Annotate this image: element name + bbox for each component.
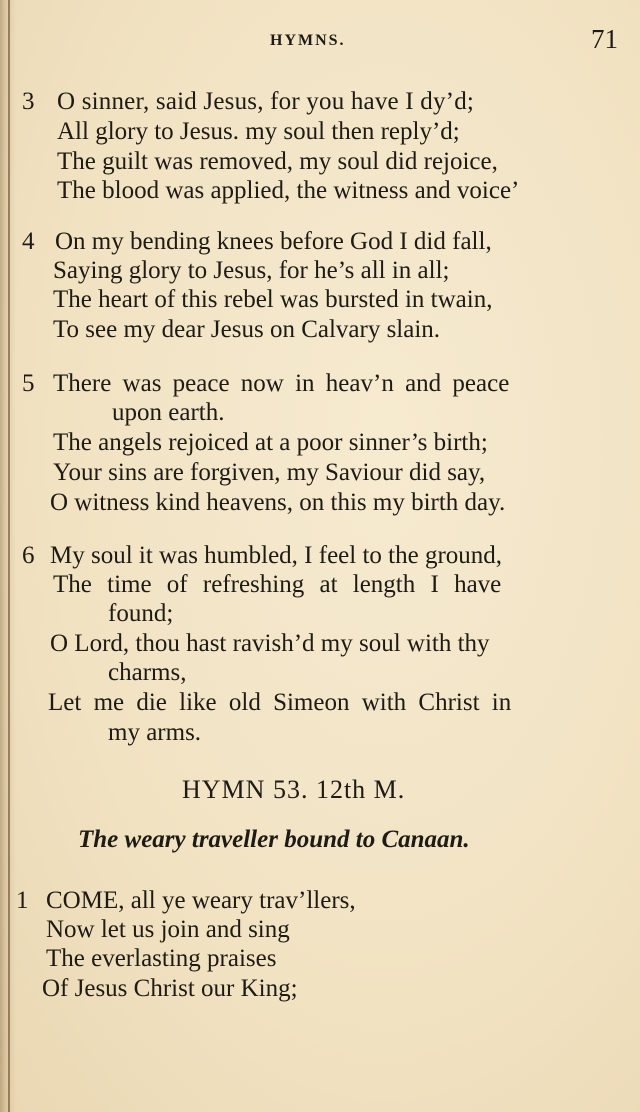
hymn-subtitle: The weary traveller bound to Canaan. <box>78 826 470 853</box>
verse-line: The everlasting praises <box>46 945 277 972</box>
verse-line: my arms. <box>108 719 202 746</box>
verse-line: O Lord, thou hast ravish’d my soul with thy <box>50 630 490 657</box>
verse-line: To see my dear Jesus on Calvary slain. <box>53 316 441 343</box>
verse-line: Now let us join and sing <box>46 916 290 943</box>
verse-line: On my bending knees before God I did fall, <box>55 228 492 255</box>
running-head: HYMNS. <box>270 32 346 49</box>
page-number: 71 <box>591 24 618 54</box>
verse-line: There was peace now in heav’n and peace <box>53 370 510 397</box>
stanza-number: 6 <box>22 542 35 569</box>
verse-line: found; <box>108 600 174 627</box>
verse-line: My soul it was humbled, I feel to the ground, <box>50 542 503 569</box>
verse-line: Of Jesus Christ our King; <box>42 975 298 1002</box>
verse-line: charms, <box>108 659 187 686</box>
verse-line: The time of refreshing at length I have <box>53 571 502 598</box>
verse-line: All glory to Jesus. my soul then reply’d; <box>57 118 460 145</box>
page-gutter <box>8 0 10 1112</box>
stanza-number: 5 <box>22 370 35 397</box>
stanza-number: 1 <box>16 887 29 914</box>
verse-line: COME, all ye weary trav’llers, <box>46 887 356 914</box>
stanza-number: 3 <box>22 88 35 115</box>
verse-line: upon earth. <box>112 399 225 426</box>
hymn-title: HYMN 53. 12th M. <box>182 775 406 804</box>
verse-line: The angels rejoiced at a poor sinner’s birth; <box>53 429 488 456</box>
verse-line: Saying glory to Jesus, for he’s all in all; <box>53 257 450 284</box>
verse-line: The heart of this rebel was bursted in twain, <box>53 286 493 313</box>
stanza-number: 4 <box>22 228 35 255</box>
verse-line: Let me die like old Simeon with Christ in <box>48 689 512 716</box>
verse-line: The guilt was removed, my soul did rejoice, <box>57 148 498 175</box>
verse-line: O witness kind heavens, on this my birth day. <box>50 489 506 516</box>
verse-line: Your sins are forgiven, my Saviour did say, <box>53 459 486 486</box>
verse-line: O sinner, said Jesus, for you have I dy’d; <box>57 88 475 115</box>
verse-line: The blood was applied, the witness and voice’ <box>57 177 520 204</box>
